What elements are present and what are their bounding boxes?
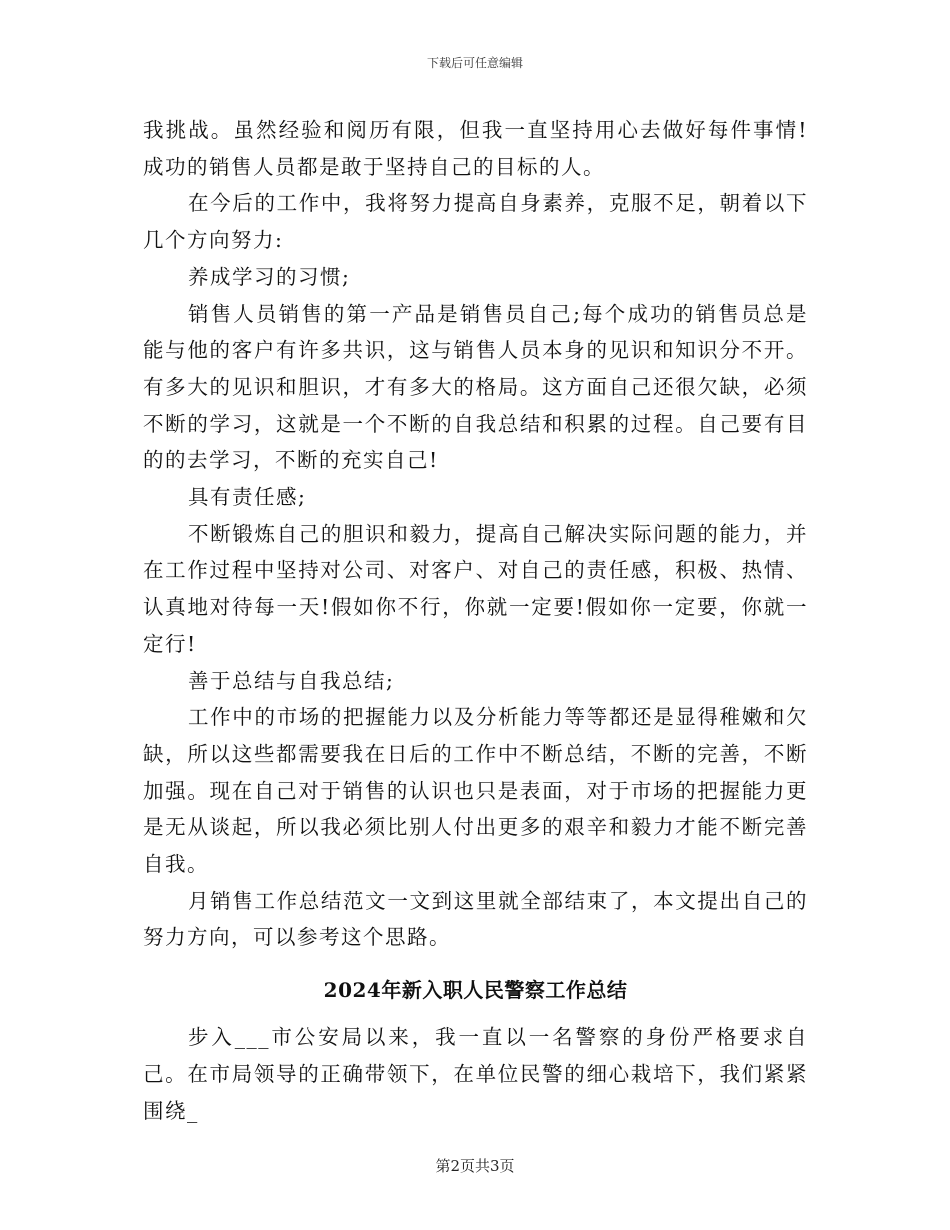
paragraph-learning: 销售人员销售的第一产品是销售员自己;每个成功的销售员总是能与他的客户有许多共识，这与销售人员本身的见识和知识分不开。有多大的见识和胆识，才有多大的格局。这方面自己还很欠缺，必须不断的学习，这就是一个不断的自我总结和积累的过程。自己要有目的的去学习，不断的充实自己! <box>143 301 808 473</box>
paragraph-summary: 工作中的市场的把握能力以及分析能力等等都还是显得稚嫩和欠缺，所以这些都需要我在日后的工作中不断总结，不断的完善，不断加强。现在自己对于销售的认识也只是表面，对于市场的把握能力更是无从谈起，所以我必须比别人付出更多的艰辛和毅力才能不断完善自我。 <box>143 705 808 877</box>
paragraph-heading-summary: 善于总结与自我总结; <box>188 668 395 693</box>
paragraph-police-intro: 步入___市公安局以来，我一直以一名警察的身份严格要求自己。在市局领导的正确带领下，在单位民警的细心栽培下，我们紧紧围绕_ <box>143 1025 808 1123</box>
paragraph-responsibility: 不断锻炼自己的胆识和毅力，提高自己解决实际问题的能力，并在工作过程中坚持对公司、对客户、对自己的责任感，积极、热情、认真地对待每一天!假如你不行，你就一定要!假如你一定要，你就一定行! <box>143 521 808 656</box>
page-header: 下载后可任意编辑 <box>426 56 523 70</box>
paragraph-heading-learning: 养成学习的习惯; <box>188 264 351 289</box>
paragraph-closing: 月销售工作总结范文一文到这里就全部结束了，本文提出自己的努力方向，可以参考这个思路。 <box>143 888 808 950</box>
paragraph-intro-directions: 在今后的工作中，我将努力提高自身素养，克服不足，朝着以下几个方向努力: <box>143 191 808 253</box>
section-title: 2024年新入职人民警察工作总结 <box>323 978 628 1003</box>
document-body <box>143 112 808 1129</box>
paragraph-continuation: 我挑战。虽然经验和阅历有限，但我一直坚持用心去做好每件事情!成功的销售人员都是敢于坚持自己的目标的人。 <box>143 118 808 179</box>
page-footer: 第2页共3页 <box>435 1157 515 1175</box>
paragraph-heading-responsibility: 具有责任感; <box>188 485 307 510</box>
